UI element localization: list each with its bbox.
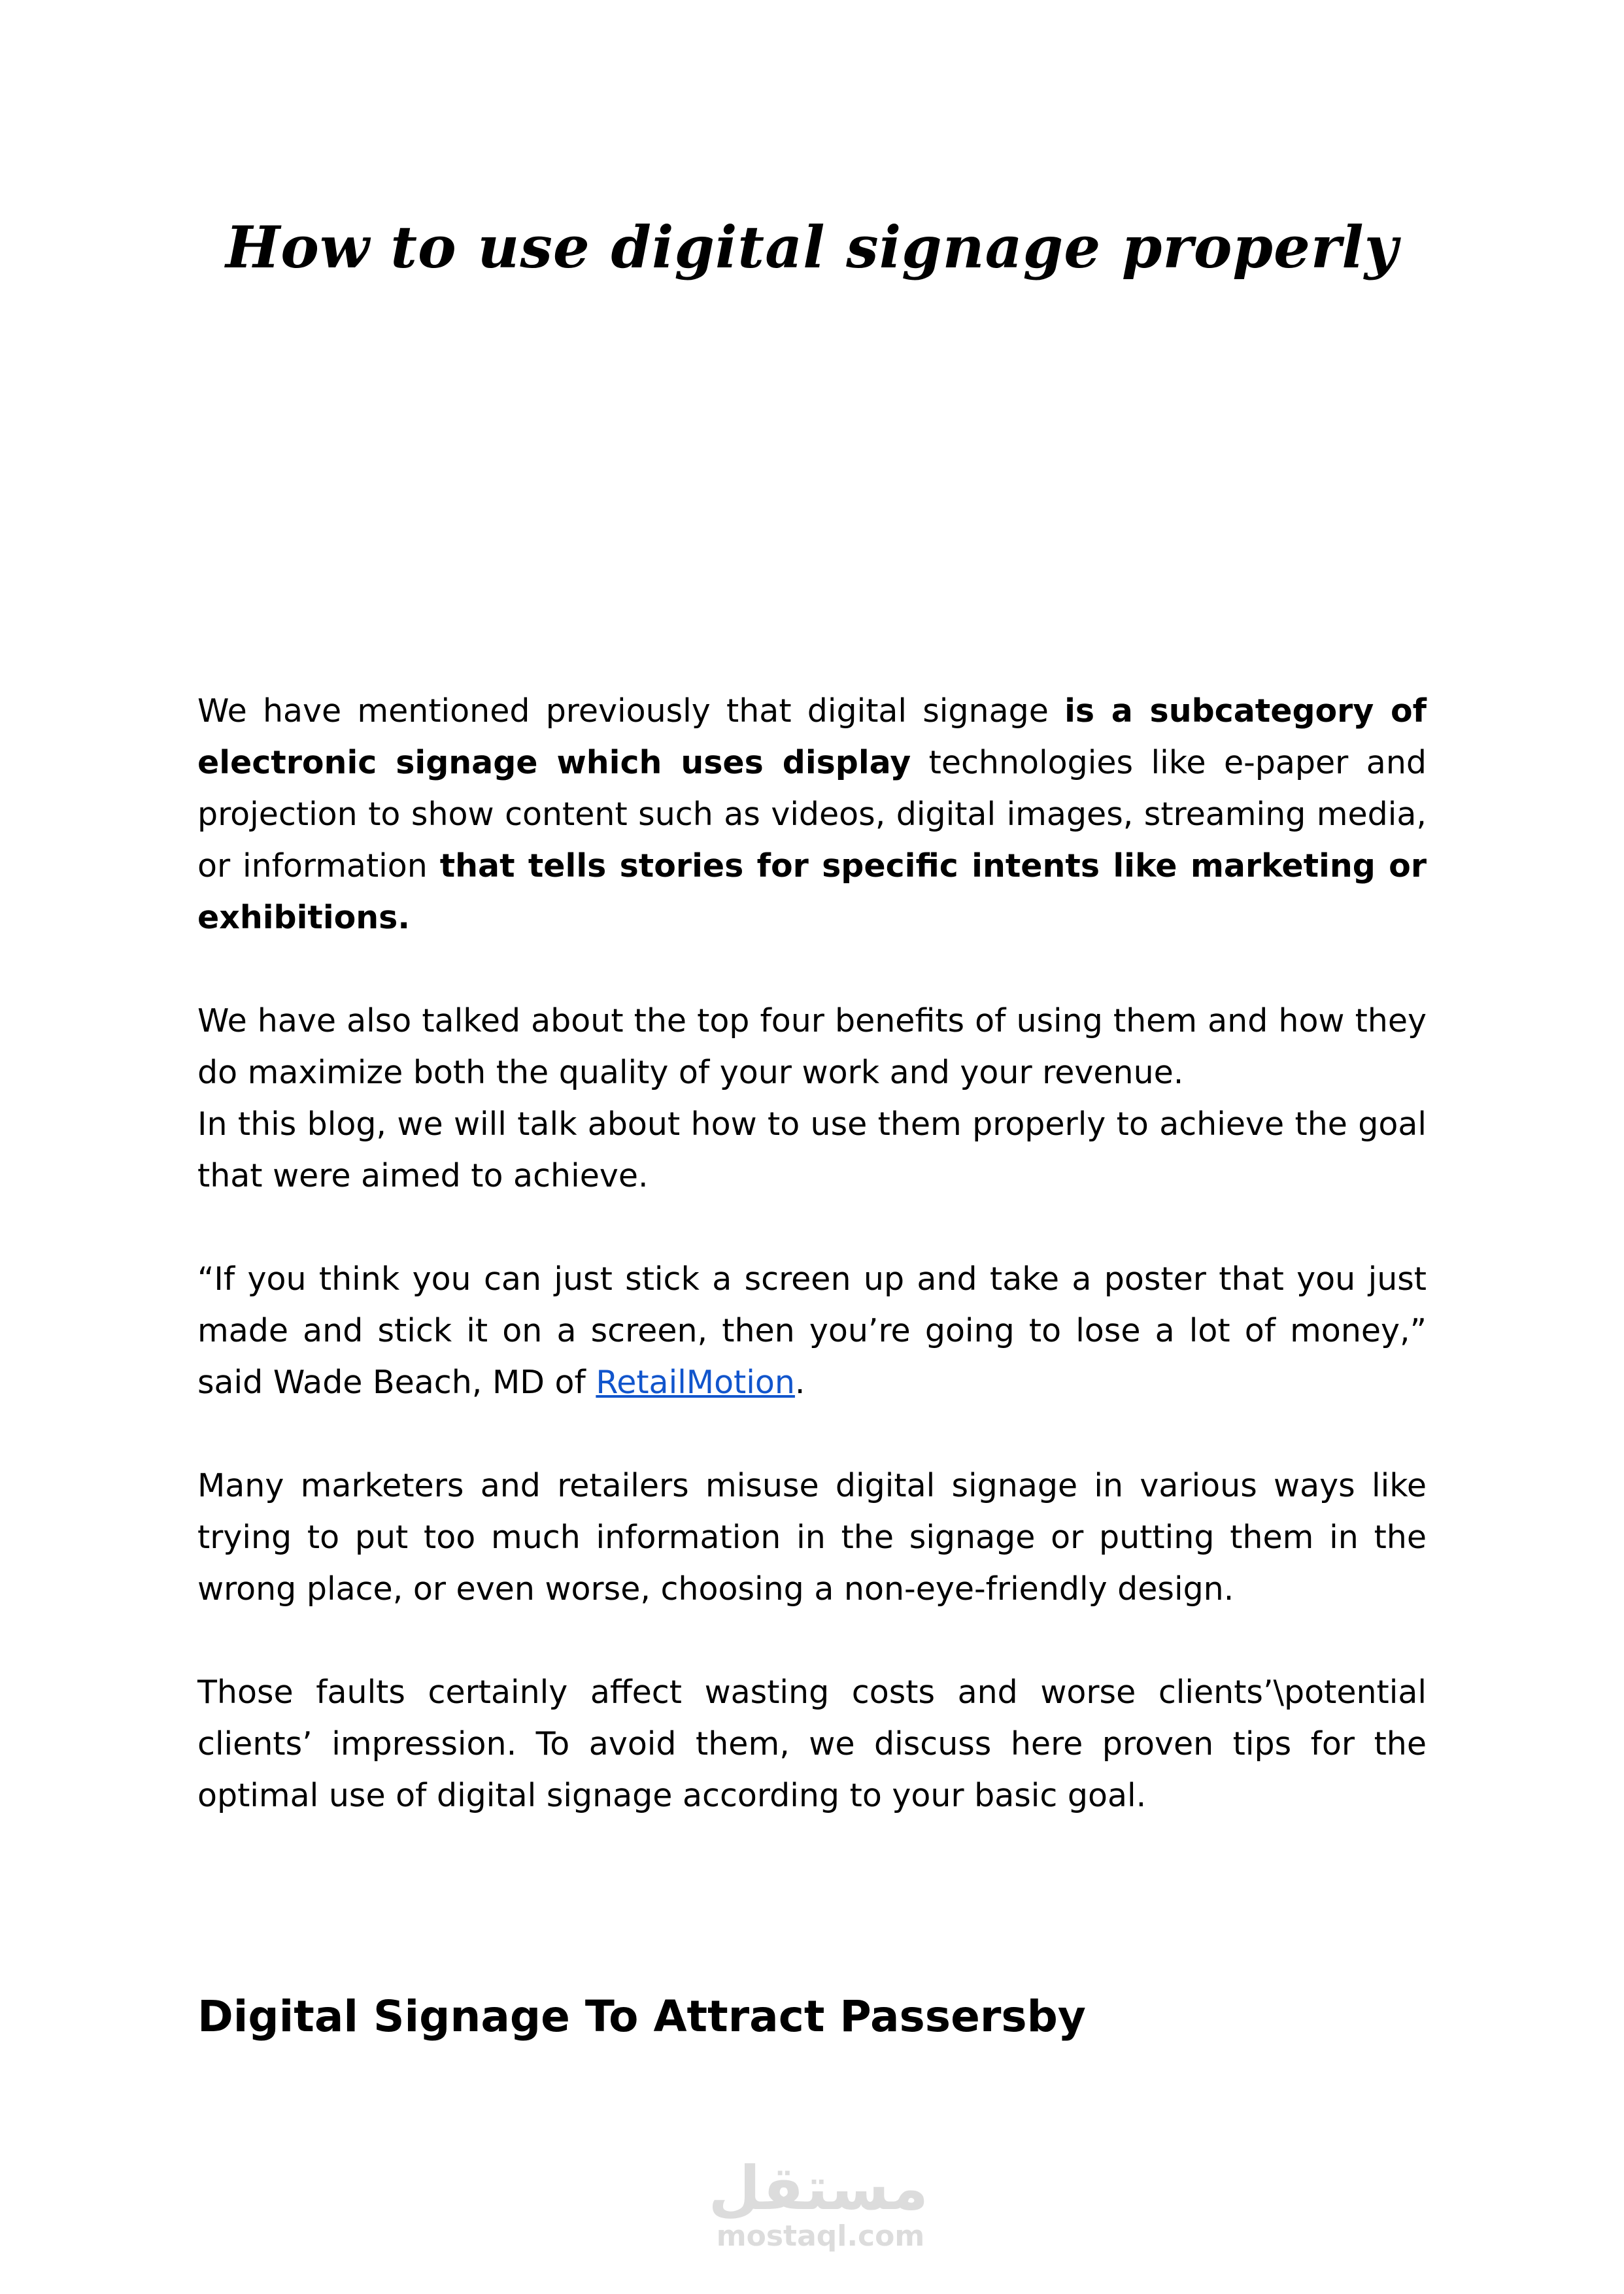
paragraph-benefits: We have also talked about the top four benefits of using them and how they do maximize both the quality of your work and your revenue.: [197, 1002, 1427, 1091]
paragraph-text: “If you think you can just stick a screen up and take a poster that you just made and stick it on a screen, then you’re going to lose a lot of money,” said Wade Beach, MD of: [197, 1260, 1427, 1401]
paragraph-intro: [197, 685, 1427, 943]
paragraph-blog-intro: In this blog, we will talk about how to use them properly to achieve the goal that were aimed to achieve.: [197, 1105, 1427, 1194]
watermark-text: mostaql.com: [716, 2219, 925, 2253]
retailmotion-link[interactable]: RetailMotion: [596, 1364, 795, 1401]
paragraph-text: technologies like e-paper and projection to show content such as videos, digital images, streaming media, or information: [197, 744, 1427, 885]
document-body: [197, 685, 1427, 1873]
mostaql-watermark: [708, 2153, 928, 2253]
section-heading: Digital Signage To Attract Passersby: [197, 1991, 1086, 2042]
paragraph-bold-text: that tells stories for specific intents like marketing or exhibitions.: [197, 847, 1427, 936]
document-title: How to use digital signage properly: [226, 213, 1398, 281]
paragraph-bold-text: is a subcategory of electronic signage which uses display: [197, 692, 1427, 781]
paragraph-faults: Those faults certainly affect wasting costs and worse clients’\potential clients’ impression. To avoid them, we discuss here proven tips for the optimal use of digital signage according to your basic goal.: [197, 1674, 1427, 1814]
paragraph-text: .: [794, 1364, 805, 1401]
paragraph-quote: [197, 1253, 1427, 1408]
paragraph-text: We have mentioned previously that digital signage: [197, 692, 1065, 730]
paragraph-misuse: Many marketers and retailers misuse digital signage in various ways like trying to put too much information in the signage or putting them in the wrong place, or even worse, choosing a non-eye-friendly design.: [197, 1467, 1427, 1608]
watermark-logo: مستقل: [708, 2153, 928, 2223]
